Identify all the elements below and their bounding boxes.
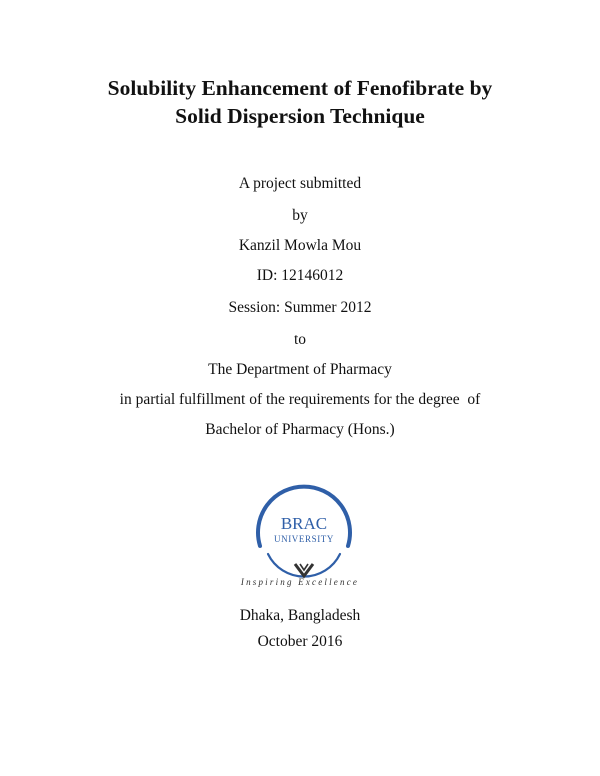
thesis-title-line-1: Solubility Enhancement of Fenofibrate by bbox=[107, 76, 493, 100]
submission-to: to bbox=[293, 331, 307, 348]
thesis-title bbox=[0, 74, 600, 130]
place: Dhaka, Bangladesh bbox=[239, 607, 361, 624]
svg-text:UNIVERSITY: UNIVERSITY bbox=[274, 534, 334, 544]
degree-purpose: in partial fulfillment of the requirements for the degree of bbox=[119, 391, 481, 408]
student-id: ID: 12146012 bbox=[256, 267, 344, 284]
session: Session: Summer 2012 bbox=[228, 299, 372, 316]
logo-tagline: Inspiring Excellence bbox=[240, 577, 360, 587]
degree-name: Bachelor of Pharmacy (Hons.) bbox=[205, 421, 395, 438]
date: October 2016 bbox=[257, 633, 343, 650]
department: The Department of Pharmacy bbox=[208, 361, 392, 378]
svg-text:BRAC: BRAC bbox=[280, 514, 328, 533]
thesis-title-line-2: Solid Dispersion Technique bbox=[175, 104, 425, 128]
submission-by: by bbox=[292, 207, 308, 224]
author-name: Kanzil Mowla Mou bbox=[238, 237, 362, 254]
submission-intro: A project submitted bbox=[238, 175, 362, 192]
